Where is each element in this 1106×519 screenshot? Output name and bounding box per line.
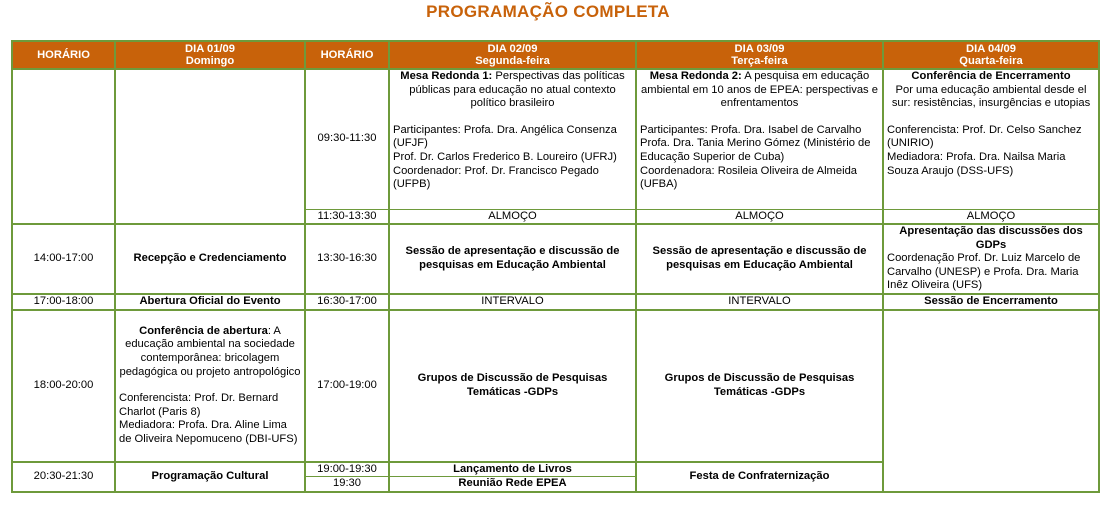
- mesa-redonda-1-subtitle: Perspectivas das políticas públicas para educação no atual contexto político brasileiro: [409, 70, 625, 110]
- header-day-02-weekday: Segunda-feira: [475, 55, 550, 67]
- night-time-left: 20:30-21:30: [12, 462, 115, 492]
- schedule-table: [11, 40, 1100, 493]
- mesa-redonda-1-coordinator: Coordenador: Prof. Dr. Francisco Pegado (UFPB): [393, 164, 599, 191]
- header-day-01: [115, 41, 305, 69]
- sessao-apresentacao-day3: Sessão de apresentação e discussão de pesquisas em Educação Ambiental: [636, 224, 883, 294]
- apresentacao-gdps: [883, 224, 1099, 294]
- evening-empty-day4: [883, 310, 1099, 492]
- morning-empty-time: [12, 69, 115, 224]
- evening-row: [12, 310, 1099, 462]
- evening-time-left: 18:00-20:00: [12, 310, 115, 462]
- header-day-02-date: DIA 02/09: [487, 43, 538, 55]
- header-row: [12, 41, 1099, 69]
- intervalo-day3: INTERVALO: [636, 294, 883, 310]
- header-day-04-date: DIA 04/09: [966, 43, 1016, 55]
- night-time-right-2: 19:30: [305, 477, 389, 492]
- conferencia-abertura-subtitle: : A educação ambiental na sociedade contemporânea: bricolagem pedagógica ou projeto antropológico: [119, 324, 301, 378]
- afternoon-time-left: 14:00-17:00: [12, 224, 115, 294]
- page-title: PROGRAMAÇÃO COMPLETA: [426, 2, 670, 21]
- header-horario-left: HORÁRIO: [12, 41, 115, 69]
- conferencia-abertura-title: Conferência de abertura: [139, 324, 268, 337]
- header-day-03: [636, 41, 883, 69]
- grupos-discussao-day3: Grupos de Discussão de Pesquisas Temáticas -GDPs: [636, 310, 883, 462]
- break-time-left: 17:00-18:00: [12, 294, 115, 310]
- morning-row: [12, 69, 1099, 209]
- mesa-redonda-2-title: Mesa Redonda 2:: [649, 70, 742, 82]
- mesa-redonda-2-participants: Participantes: Profa. Dra. Isabel de Carvalho: [640, 123, 862, 136]
- header-day-01-weekday: Domingo: [185, 55, 235, 67]
- mesa-redonda-1-participants: Participantes: Profa. Dra. Angélica Consenza (UFJF): [393, 123, 617, 150]
- conferencia-encerramento: [883, 69, 1099, 209]
- mesa-redonda-2-participant2: Profa. Dra. Tania Merino Gómez (Ministério de Educação Superior de Cuba): [640, 137, 871, 163]
- programacao-cultural: Programação Cultural: [115, 462, 305, 492]
- header-horario-right: HORÁRIO: [305, 41, 389, 69]
- header-day-04: [883, 41, 1099, 69]
- header-day-03-date: DIA 03/09: [734, 43, 785, 55]
- apresentacao-gdps-title: Apresentação das discussões dos GDPs: [899, 225, 1083, 251]
- mesa-redonda-1-participant2: Prof. Dr. Carlos Frederico B. Loureiro (UFRJ): [393, 150, 617, 163]
- conferencia-encerramento-lecturer: Conferencista: Prof. Dr. Celso Sanchez (UNIRIO): [887, 123, 1082, 150]
- header-day-04-weekday: Quarta-feira: [959, 55, 1023, 67]
- header-day-01-date: DIA 01/09: [185, 43, 235, 55]
- sessao-encerramento: Sessão de Encerramento: [883, 294, 1099, 310]
- mesa-redonda-2-subtitle: A pesquisa em educação ambiental em 10 anos de EPEA: perspectivas e enfrentamentos: [641, 70, 878, 110]
- break-row: [12, 294, 1099, 310]
- morning-empty-day1: [115, 69, 305, 224]
- apresentacao-gdps-text: Coordenação Prof. Dr. Luiz Marcelo de Carvalho (UNESP) e Profa. Dra. Maria Inêz Oliveira (UFS): [887, 252, 1081, 292]
- conferencia-abertura: [115, 310, 305, 462]
- lunch-time: 11:30-13:30: [305, 209, 389, 224]
- lunch-day4: ALMOÇO: [883, 209, 1099, 224]
- mesa-redonda-1-title: Mesa Redonda 1:: [400, 70, 493, 82]
- intervalo-day2: INTERVALO: [389, 294, 636, 310]
- night-time-right-1: 19:00-19:30: [305, 462, 389, 477]
- conferencia-encerramento-title: Conferência de Encerramento: [911, 70, 1071, 82]
- header-day-03-weekday: Terça-feira: [731, 55, 788, 67]
- conferencia-abertura-mediator: Mediadora: Profa. Dra. Aline Lima de Oliveira Nepomuceno (DBI-UFS): [119, 419, 298, 445]
- break-time-right: 16:30-17:00: [305, 294, 389, 310]
- grupos-discussao-day2: Grupos de Discussão de Pesquisas Temáticas -GDPs: [389, 310, 636, 462]
- festa-confraternizacao: Festa de Confraternização: [636, 462, 883, 492]
- conferencia-abertura-lecturer: Conferencista: Prof. Dr. Bernard Charlot (Paris 8): [119, 392, 279, 418]
- lunch-day3: ALMOÇO: [636, 209, 883, 224]
- reuniao-rede-epea: Reunião Rede EPEA: [389, 477, 636, 492]
- afternoon-time-right: 13:30-16:30: [305, 224, 389, 294]
- conferencia-encerramento-subtitle: Por uma educação ambiental desde el sur: resistências, insurgências e utopias: [891, 83, 1091, 110]
- evening-time-right: 17:00-19:00: [305, 310, 389, 462]
- lancamento-livros: Lançamento de Livros: [389, 462, 636, 477]
- header-day-02: [389, 41, 636, 69]
- mesa-redonda-2-coordinator: Coordenadora: Rosileia Oliveira de Almeida (UFBA): [640, 164, 858, 191]
- afternoon-row: [12, 224, 1099, 294]
- mesa-redonda-1: [389, 69, 636, 209]
- abertura-oficial: Abertura Oficial do Evento: [115, 294, 305, 310]
- morning-time: 09:30-11:30: [305, 69, 389, 209]
- lunch-day2: ALMOÇO: [389, 209, 636, 224]
- conferencia-encerramento-mediator: Mediadora: Profa. Dra. Nailsa Maria Souza Araujo (DSS-UFS): [887, 150, 1066, 177]
- sessao-apresentacao-day2: Sessão de apresentação e discussão de pesquisas em Educação Ambiental: [389, 224, 636, 294]
- recepcao-credenciamento: Recepção e Credenciamento: [115, 224, 305, 294]
- mesa-redonda-2: [636, 69, 883, 209]
